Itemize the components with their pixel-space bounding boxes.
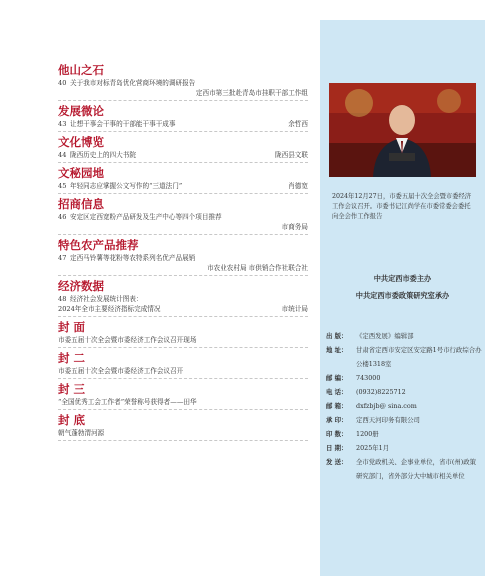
section-title: 特色农产品推荐 [58, 238, 139, 252]
info-label: 发 送： [326, 458, 348, 466]
toc-entry [58, 119, 308, 129]
page-number: 48 [58, 295, 67, 303]
entry-title: 安定区定西宽粉产品研发及生产中心等四个项目推荐 [70, 213, 222, 221]
info-row [326, 455, 482, 483]
dashed-divider [58, 131, 308, 132]
section-title: 发展微论 [58, 104, 104, 118]
entry-title: 让想干事会干事的干部能干事干成事 [70, 120, 176, 128]
info-value: (0932)8225712 [356, 388, 406, 396]
toc-section [58, 135, 308, 163]
info-label: 出 版： [326, 332, 348, 340]
entry-author: 市农业农村局 市供销合作社联合社 [206, 264, 308, 272]
dashed-divider [58, 100, 308, 101]
toc-section [58, 104, 308, 132]
toc-entry [58, 212, 308, 222]
section-title: 文秘园地 [58, 166, 104, 180]
section-title: 封 底 [58, 413, 86, 427]
info-value: 2025年1月 [356, 444, 390, 452]
info-value: dxfzbjb@ sina.com [356, 402, 417, 410]
sidebar-panel [320, 20, 485, 576]
info-row [326, 385, 482, 399]
info-row [326, 441, 482, 455]
info-row [326, 427, 482, 441]
entry-author: 市统计局 [281, 305, 308, 313]
page-number: 45 [58, 182, 67, 190]
toc-section [58, 413, 308, 441]
dashed-divider [58, 162, 308, 163]
info-label: 印 数： [326, 430, 348, 438]
photo-caption: 2024年12月27日，市委五届十次全会暨市委经济工作会议召开。市委书记江尚学在市委常委会委托向全会作工作报告 [332, 193, 472, 220]
section-title: 招商信息 [58, 197, 104, 211]
section-title: 封 三 [58, 382, 86, 396]
info-value: 全市党政机关、企事业单位，省市(州)政策研究部门，省外部分大中城市相关单位 [356, 458, 477, 480]
toc-section [58, 197, 308, 235]
entry-author: 定西市第三批赴青岛市挂职干部工作组 [195, 89, 308, 97]
dashed-divider [58, 409, 308, 410]
dashed-divider [58, 193, 308, 194]
info-label: 承 印： [326, 416, 348, 424]
meeting-photo [329, 83, 476, 177]
dashed-divider [58, 316, 308, 317]
section-title: 封 二 [58, 351, 86, 365]
entry-author: 市商务局 [281, 223, 308, 231]
page-number: 40 [58, 79, 67, 87]
toc-section [58, 238, 308, 276]
section-title: 经济数据 [58, 279, 104, 293]
toc-entry [58, 78, 308, 88]
toc-entry [58, 294, 308, 304]
page-number: 46 [58, 213, 67, 221]
info-label: 日 期： [326, 444, 348, 452]
toc-entry [58, 428, 308, 438]
info-row [326, 399, 482, 413]
toc-entry [58, 335, 308, 345]
speaker-photo-illustration [329, 83, 476, 177]
entry-author: 肖德宽 [288, 182, 308, 190]
entry-title: 关于我市对标青岛优化营商环境的调研报告 [70, 79, 196, 87]
toc-section [58, 63, 308, 101]
entry-title: 年轻同志应掌握公文写作的“三道法门” [70, 182, 183, 190]
page-number: 44 [58, 151, 67, 159]
dashed-divider [58, 378, 308, 379]
info-row [326, 413, 482, 427]
toc-section [58, 320, 308, 348]
toc-section [58, 351, 308, 379]
dashed-divider [58, 234, 308, 235]
dashed-divider [58, 347, 308, 348]
toc-entry [58, 150, 308, 160]
entry-author: 余哲西 [288, 120, 308, 128]
entry-title: 朝气蓬勃渭河源 [58, 429, 105, 437]
entry-title: 陇西历史上的四大书院 [70, 151, 136, 159]
entry-title: 经济社会发展统计图表： [70, 295, 143, 303]
entry-title: 定西马铃薯等花粉等农特系列名优产品展销 [70, 254, 196, 262]
info-value: 甘肃省定西市安定区安定路1号市行政综合办公楼1318室 [356, 346, 482, 368]
info-label: 邮 编： [326, 374, 348, 382]
info-value: 《定西发展》编辑部 [356, 332, 414, 340]
toc-entry [58, 366, 308, 376]
entry-title: 市委五届十次全会暨市委经济工作会议召开现场 [58, 336, 197, 344]
entry-author: 陇西县文联 [275, 151, 308, 159]
toc-section [58, 279, 308, 317]
info-value: 定西天河印务有限公司 [356, 416, 420, 424]
info-row [326, 329, 482, 343]
toc-entry [58, 253, 308, 263]
page-number: 47 [58, 254, 67, 262]
section-title: 封 面 [58, 320, 86, 334]
section-title: 文化博览 [58, 135, 104, 149]
toc-section [58, 166, 308, 194]
section-title: 他山之石 [58, 63, 104, 77]
dashed-divider [58, 440, 308, 441]
info-label: 邮 箱： [326, 402, 348, 410]
toc-entry [58, 397, 308, 407]
toc-entry [58, 304, 308, 314]
toc-entry [58, 181, 308, 191]
info-row [326, 343, 482, 371]
entry-title: 市委五届十次全会暨市委经济工作会议召开 [58, 367, 184, 375]
info-value: 1200册 [356, 430, 379, 438]
info-label: 地 址： [326, 346, 348, 354]
dashed-divider [58, 275, 308, 276]
sponsor-line: 中共定西市委主办 [373, 274, 432, 283]
entry-title: 2024年全市主要经济指标完成情况 [58, 305, 161, 313]
table-of-contents [58, 60, 308, 443]
organizer-line: 中共定西市委政策研究室承办 [355, 291, 450, 300]
page-number: 43 [58, 120, 67, 128]
info-label: 电 话： [326, 388, 348, 396]
info-value: 743000 [356, 374, 381, 382]
toc-section [58, 382, 308, 410]
publication-info [326, 329, 482, 483]
entry-title: “全国优秀工会工作者”荣誉称号获得者——田华 [58, 398, 197, 406]
info-row [326, 371, 482, 385]
